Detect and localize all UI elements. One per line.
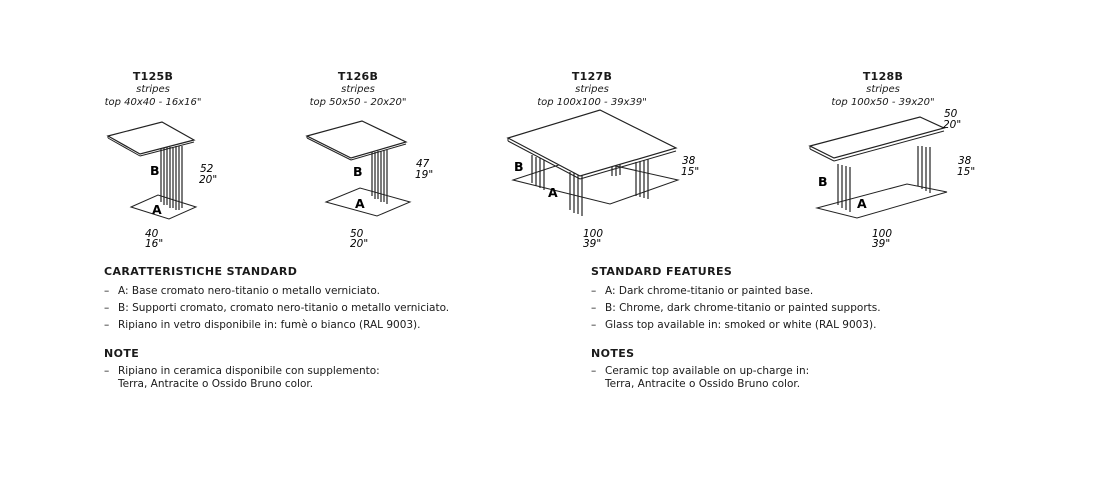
table-drawing-t127b [508,110,678,216]
part-label-b: B [514,159,524,174]
table-top [108,122,194,154]
width-in: 20" [350,238,369,250]
note-line: – Ceramic top available on up-charge in: [605,365,810,377]
feature-item: – A: Dark chrome-titanio or painted base. [591,283,1031,300]
notes-section-it [104,347,544,391]
part-label-b: B [818,174,828,189]
product-code: T127B [571,70,613,83]
part-label-a: A [857,196,867,211]
feature-item: – Ripiano in vetro disponibile in: fumè o bianco (RAL 9003). [104,317,544,334]
feature-item: – A: Base cromato nero-titanio o metallo verniciato. [104,283,544,300]
part-label-b: B [150,163,160,178]
section-title: NOTE [104,347,140,360]
height-cm: 38 [682,155,696,167]
part-label-a: A [152,202,162,217]
section-title: CARATTERISTICHE STANDARD [104,265,298,278]
depth-in: 20" [943,119,962,131]
note-item [591,365,1031,391]
depth-cm: 50 [944,108,958,120]
part-label-a: A [548,185,558,200]
notes-list [104,365,544,391]
product-variant: stripes [575,84,609,95]
table-supports [372,150,387,204]
notes-section-en [591,347,1031,391]
width-cm: 40 [145,228,159,240]
part-label-a: A [355,196,365,211]
width-cm: 100 [872,228,893,240]
height-cm: 38 [958,155,972,167]
width-in: 16" [145,238,164,250]
height-cm: 52 [200,163,214,175]
table-top [307,121,406,158]
section-title: NOTES [591,347,635,360]
product-code: T126B [337,70,379,83]
product-variant: stripes [341,84,375,95]
height-in: 20" [199,174,218,186]
product-code: T128B [862,70,904,83]
width-cm: 50 [350,228,364,240]
features-section-it [104,265,544,334]
table-drawing-t128b [810,117,947,218]
height-in: 15" [957,166,976,178]
note-item [104,365,544,391]
product-variant: stripes [866,84,900,95]
height-in: 19" [415,169,434,181]
table-top [810,117,944,158]
note-line: Terra, Antracite o Ossido Bruno color. [118,378,314,390]
product-size: top 50x50 - 20x20" [309,97,407,108]
features-list [104,283,544,334]
product-code: T125B [132,70,174,83]
notes-list [591,365,1031,391]
table-base [326,188,410,216]
product-size: top 40x40 - 16x16" [104,97,202,108]
table-base [817,184,947,218]
product-variant: stripes [136,84,170,95]
features-list [591,283,1031,334]
note-line: – Ripiano in ceramica disponibile con supplemento: [118,365,380,377]
part-label-b: B [353,164,363,179]
width-in: 39" [583,238,602,250]
feature-item: – B: Supporti cromato, cromato nero-titanio o metallo verniciato. [104,300,544,317]
width-cm: 100 [583,228,604,240]
table-supports [161,146,182,210]
note-line: Terra, Antracite o Ossido Bruno color. [605,378,801,390]
height-cm: 47 [416,158,430,170]
feature-item: – B: Chrome, dark chrome-titanio or painted supports. [591,300,1031,317]
feature-item: – Glass top available in: smoked or white (RAL 9003). [591,317,1031,334]
features-section-en [591,265,1031,334]
height-in: 15" [681,166,700,178]
product-size: top 100x100 - 39x39" [537,97,647,108]
section-title: STANDARD FEATURES [591,265,733,278]
product-size: top 100x50 - 39x20" [831,97,935,108]
table-top [508,110,676,176]
width-in: 39" [872,238,891,250]
